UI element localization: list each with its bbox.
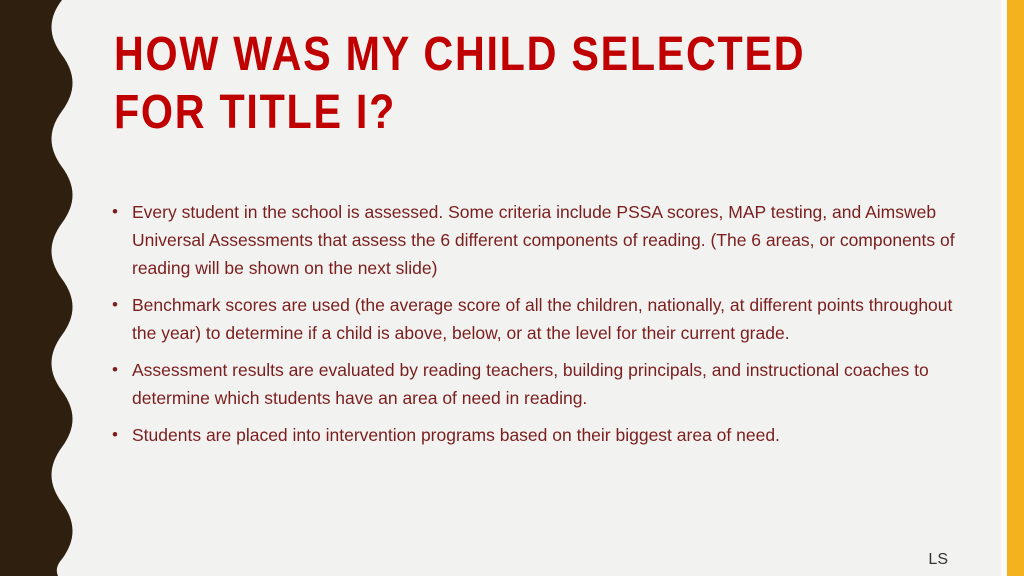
left-wavy-band: [0, 0, 90, 576]
bullet-text: Benchmark scores are used (the average score of all the children, nationally, at different points throughout the year) to determine if a child is above, below, or at the level for their current grade.: [132, 295, 953, 343]
bullet-list: [112, 198, 962, 458]
bullet-dot-icon: •: [112, 360, 118, 379]
bullet-dot-icon: •: [112, 425, 118, 444]
bullet-item-3: [112, 356, 962, 412]
footer-initials: LS: [928, 551, 948, 568]
bullet-text: Every student in the school is assessed. Some criteria include PSSA scores, MAP testing, and Aimsweb Universal Assessments that assess the 6 different components of reading. (The 6 areas, or components of reading will be shown on the next slide): [132, 202, 955, 278]
bullet-item-4: [112, 421, 962, 449]
bullet-item-2: [112, 291, 962, 347]
right-gold-accent-bar: [1007, 0, 1024, 576]
slide-title: HOW WAS MY CHILD SELECTED FOR TITLE I?: [114, 28, 806, 139]
wavy-band-shape: [0, 0, 73, 576]
bullet-dot-icon: •: [112, 202, 118, 221]
bullet-text: Students are placed into intervention programs based on their biggest area of need.: [132, 425, 780, 445]
bullet-item-1: [112, 198, 962, 282]
bullet-dot-icon: •: [112, 295, 118, 314]
bullet-text: Assessment results are evaluated by reading teachers, building principals, and instructional coaches to determine which students have an area of need in reading.: [132, 360, 929, 408]
